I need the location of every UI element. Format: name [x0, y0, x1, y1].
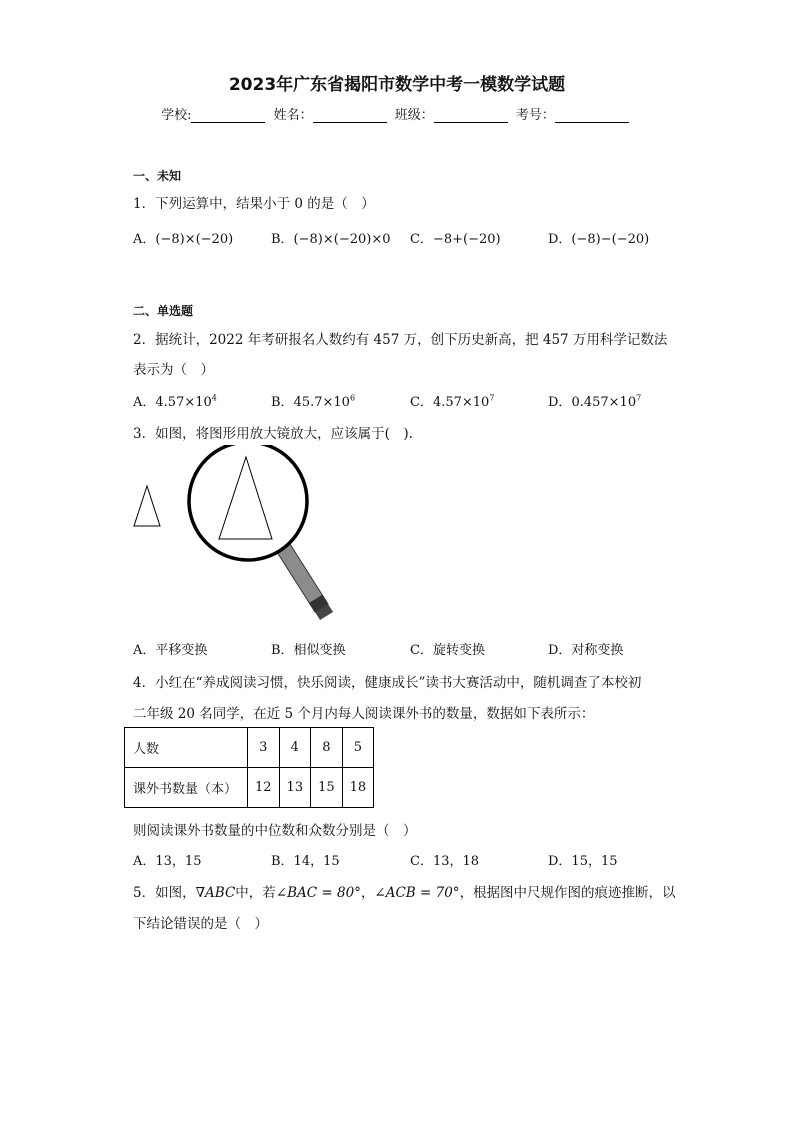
question-2-stem-line-2: 表示为（ ） — [133, 362, 214, 378]
question-2-stem-line-1: 2．据统计，2022 年考研报名人数约有 457 万，创下历史新高，把 457 万用科学记数法 — [133, 332, 668, 348]
question-4-option-c[interactable]: C．13，18 — [410, 854, 480, 869]
q5-triangle: ∇ABC — [195, 885, 236, 901]
question-4-stem-line-1: 4．小红在“养成阅读习惯，快乐阅读，健康成长”读书大赛活动中，随机调查了本校初 — [133, 675, 642, 691]
option-base: 45.7×10 — [293, 395, 350, 410]
option-exponent: 7 — [489, 393, 495, 403]
name-blank[interactable] — [313, 110, 387, 123]
question-2-option-d[interactable] — [548, 391, 641, 410]
question-1-stem: 1．下列运算中，结果小于 0 的是（ ） — [133, 196, 375, 212]
table-row — [125, 768, 374, 808]
question-4-followup: 则阅读课外书数量的中位数和众数分别是（ ） — [133, 823, 417, 839]
table-cell: 4 — [279, 728, 311, 768]
question-4-option-b[interactable]: B．14，15 — [271, 854, 340, 869]
option-base: 0.457×10 — [571, 395, 637, 410]
question-5-stem-line-2: 下结论错误的是（ ） — [133, 916, 268, 932]
question-4-stem-line-2: 二年级 20 名同学，在近 5 个月内每人阅读课外书的数量，数据如下表所示： — [133, 706, 595, 722]
question-2-option-b[interactable] — [271, 391, 355, 410]
question-3-stem: 3．如图，将图形用放大镜放大，应该属于( ). — [133, 426, 413, 442]
table-cell: 3 — [248, 728, 280, 768]
question-4-option-d[interactable]: D．15，15 — [548, 854, 618, 869]
class-label: 班级： — [394, 108, 434, 123]
question-3-option-c[interactable]: C．旋转变换 — [410, 643, 485, 658]
question-3-option-d[interactable]: D．对称变换 — [548, 643, 624, 658]
option-base: 4.57×10 — [432, 395, 490, 410]
q5-angle-acb: ∠ACB = 70° — [374, 885, 460, 901]
question-1-option-b[interactable]: B．(−8)×(−20)×0 — [271, 232, 391, 247]
table-cell: 13 — [279, 768, 311, 808]
option-exponent: 4 — [211, 393, 217, 403]
school-label: 学校: — [161, 108, 192, 123]
option-label: B． — [271, 395, 294, 410]
table-cell: 12 — [248, 768, 280, 808]
question-1-option-a[interactable]: A．(−8)×(−20) — [133, 232, 234, 247]
option-label: C． — [410, 395, 433, 410]
page-title: 2023年广东省揭阳市数学中考一模数学试题 — [228, 75, 566, 95]
table-row — [125, 728, 374, 768]
section-title-single-choice: 二、单选题 — [133, 304, 194, 318]
q5-text-b: 中，若 — [235, 885, 276, 901]
question-2-option-a[interactable] — [133, 391, 217, 410]
magnifier-figure — [120, 445, 350, 630]
exam-number-blank[interactable] — [555, 110, 629, 123]
table-cell: 8 — [311, 728, 343, 768]
section-title-unknown: 一、未知 — [133, 169, 182, 183]
reading-data-table — [124, 727, 374, 808]
q5-text-a: 5．如图， — [133, 885, 196, 901]
table-cell: 18 — [342, 768, 374, 808]
row-header-books: 课外书数量（本） — [125, 768, 248, 808]
option-exponent: 7 — [636, 393, 642, 403]
school-blank[interactable] — [191, 110, 265, 123]
class-blank[interactable] — [434, 110, 508, 123]
question-4-option-a[interactable]: A．13，15 — [133, 854, 202, 869]
q5-separator: ， — [360, 885, 375, 901]
question-3-option-b[interactable]: B．相似变换 — [271, 643, 346, 658]
student-info-line — [0, 104, 794, 123]
name-label: 姓名： — [273, 108, 313, 123]
option-base: 4.57×10 — [155, 395, 212, 410]
table-cell: 15 — [311, 768, 343, 808]
row-header-people: 人数 — [125, 728, 248, 768]
question-1-option-d[interactable]: D．(−8)−(−20) — [548, 232, 650, 247]
small-triangle — [134, 486, 160, 526]
question-5-stem-line-1 — [133, 881, 676, 901]
option-exponent: 6 — [349, 393, 356, 403]
option-label: D． — [548, 395, 572, 410]
exam-number-label: 考号： — [515, 108, 555, 123]
q5-angle-bac: ∠BAC = 80° — [275, 885, 361, 901]
option-label: A． — [133, 395, 156, 410]
q5-text-c: ，根据图中尺规作图的痕迹推断，以 — [459, 885, 676, 901]
question-2-option-c[interactable] — [410, 391, 494, 410]
question-1-option-c[interactable]: C．−8+(−20) — [410, 232, 501, 247]
table-cell: 5 — [342, 728, 374, 768]
question-3-option-a[interactable]: A．平移变换 — [133, 643, 208, 658]
